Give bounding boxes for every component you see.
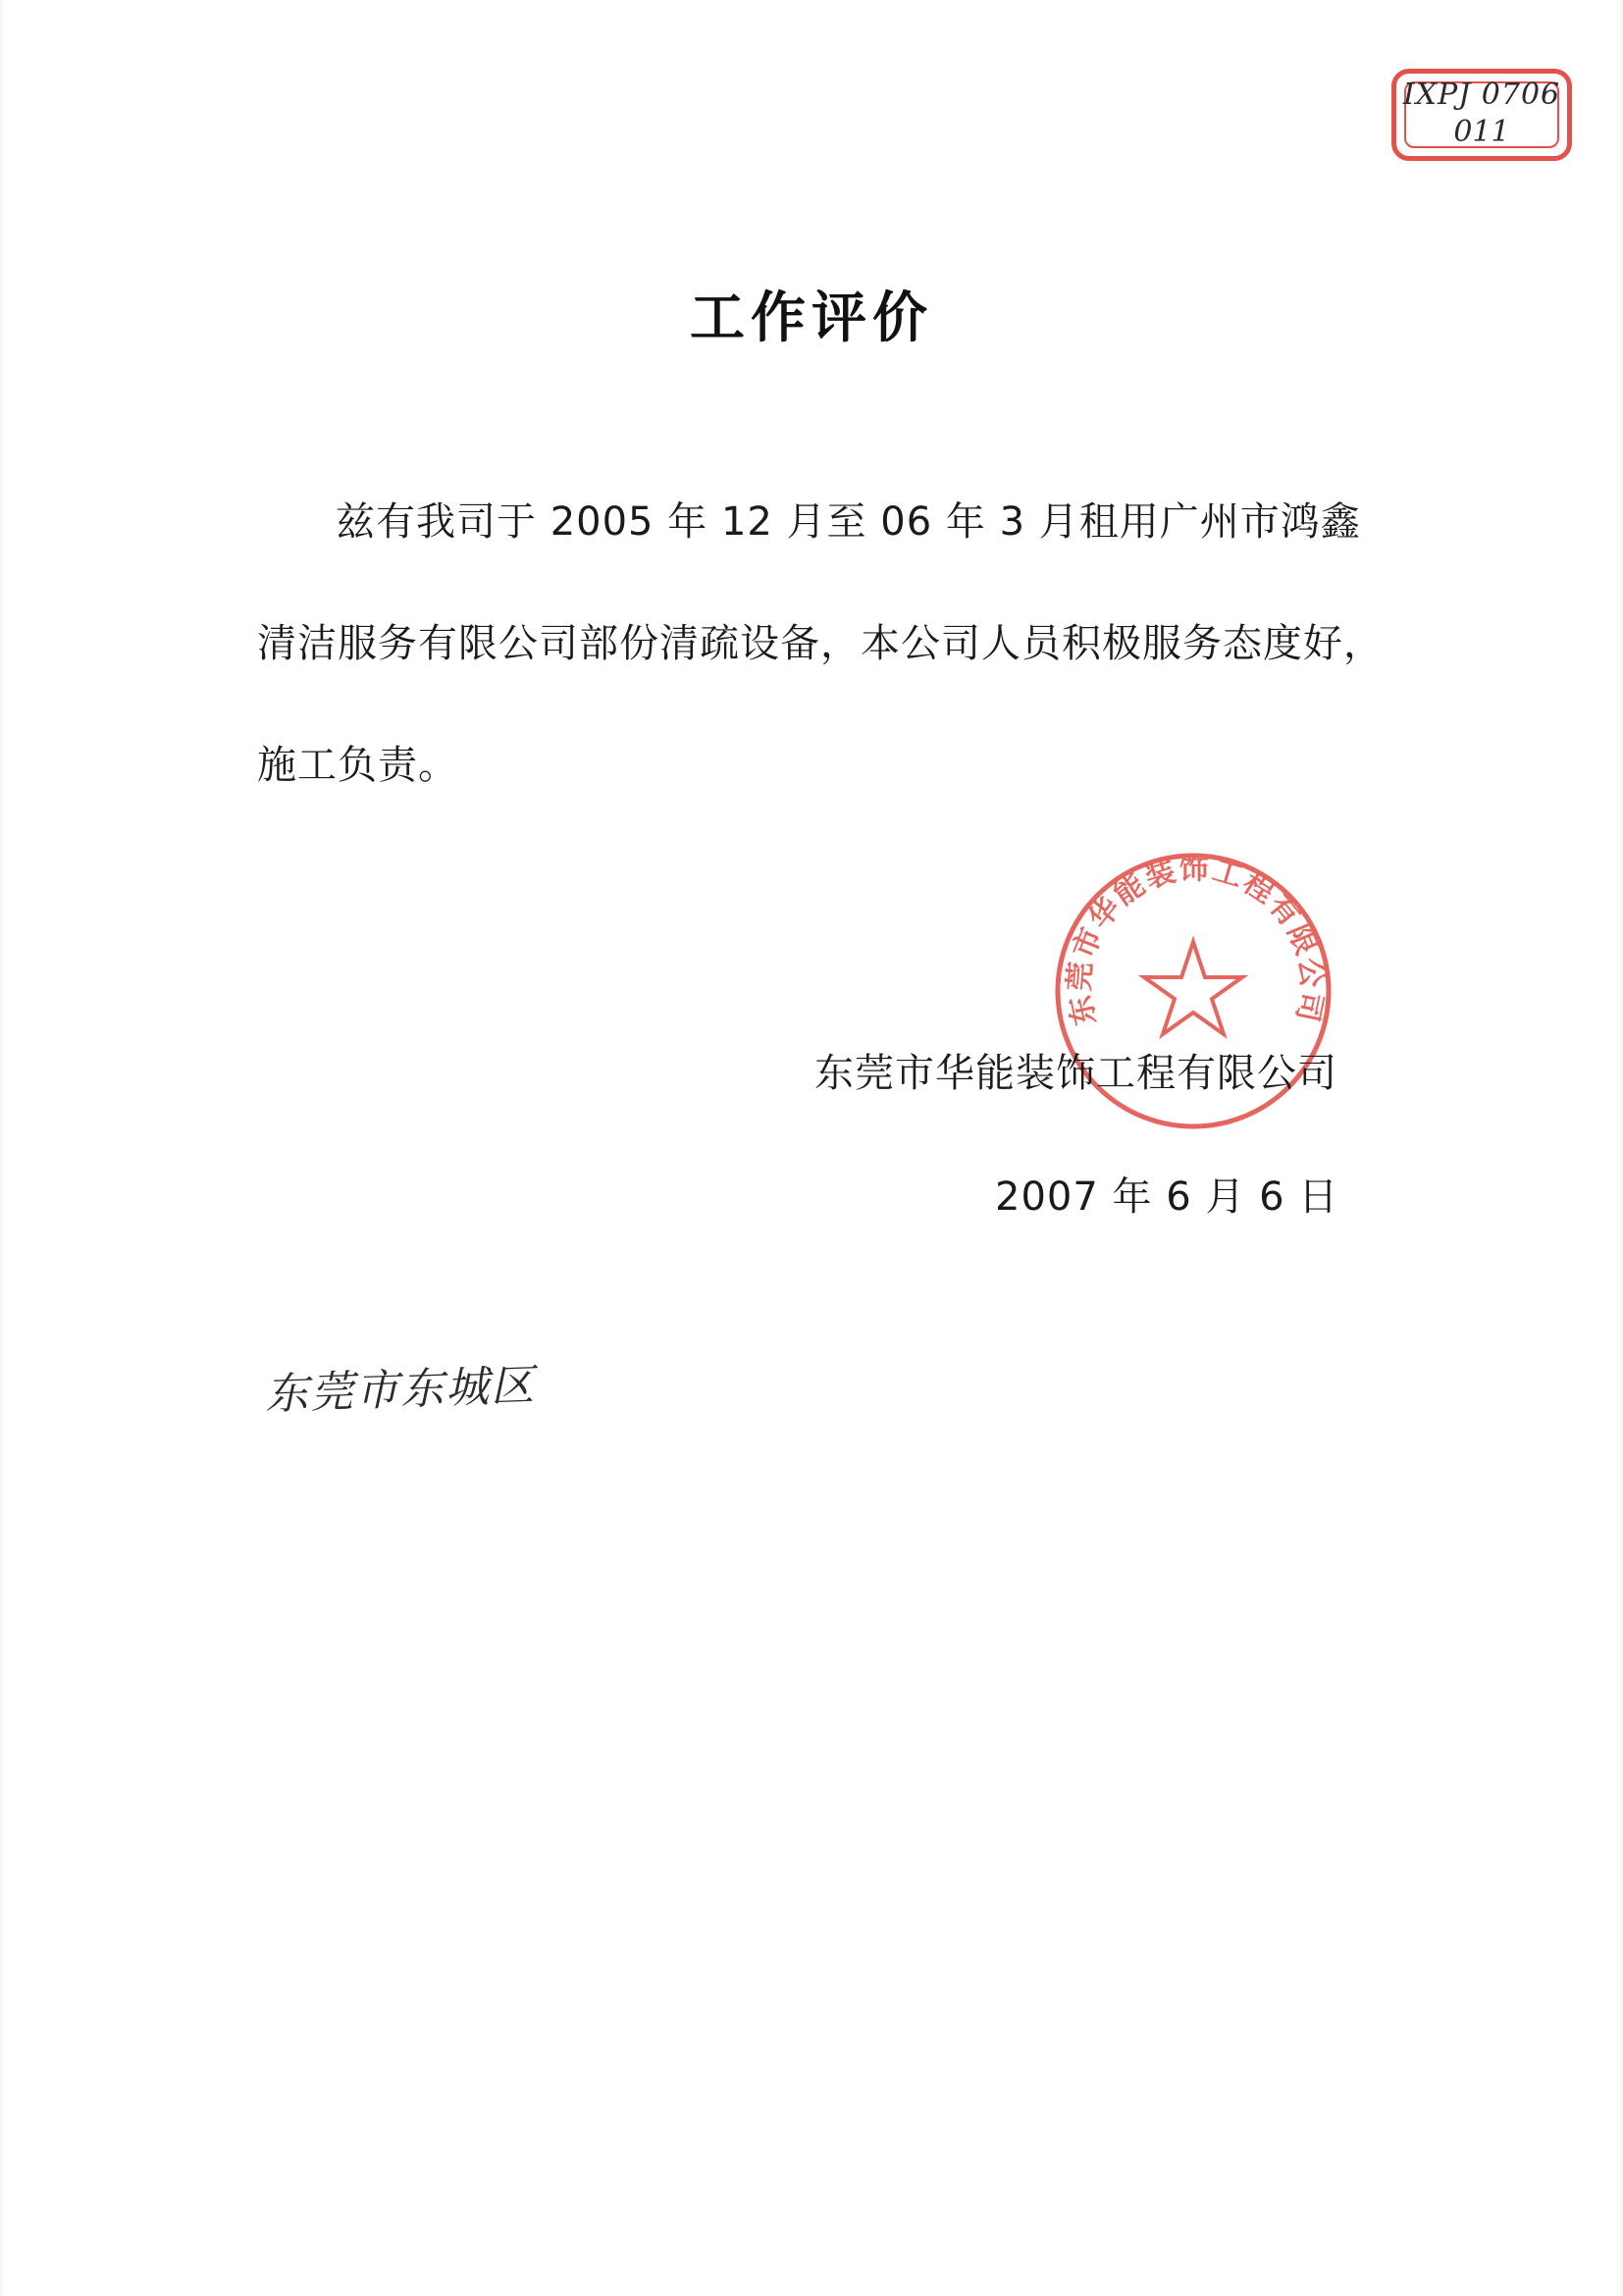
- handwritten-note: 东莞市东城区: [264, 1360, 537, 1420]
- signature-date: 2007 年 6 月 6 日: [995, 1174, 1339, 1220]
- seal-text: 东莞市华能装饰工程有限公司: [1062, 852, 1330, 1029]
- document-title: 工作评价: [690, 287, 933, 350]
- seal-star-icon: [1144, 942, 1242, 1034]
- document-code-stamp: [1391, 69, 1572, 161]
- document-body: 兹有我司于 2005 年 12 月至 06 年 3 月租用广州市鸿鑫清洁服务有限公司部份清疏设备，本公司人员积极服务态度好，施工负责。: [257, 499, 1384, 788]
- signatory-company: 东莞市华能装饰工程有限公司: [814, 1051, 1337, 1096]
- document-code-line-1: IXPJ 0706: [1402, 78, 1561, 112]
- document-code-line-2: 011: [1453, 115, 1510, 149]
